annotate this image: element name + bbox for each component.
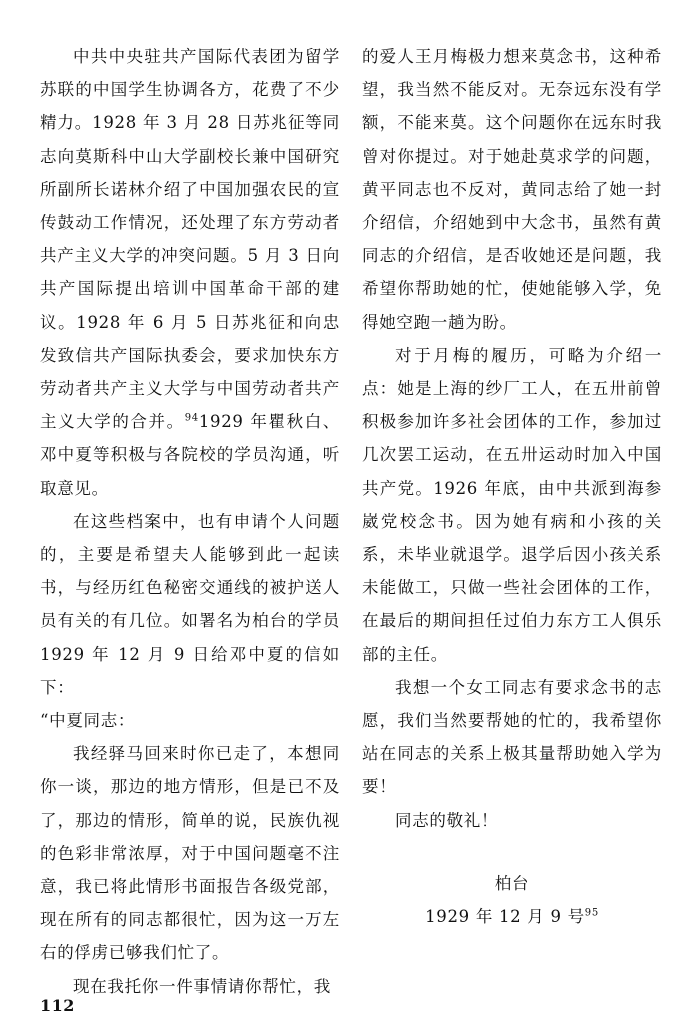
letter-date-line [362, 900, 662, 933]
footnote-marker: 95 [584, 907, 599, 919]
right-column [362, 40, 662, 933]
paragraph-text: 1929 年瞿秋白、邓中夏等积极与各院校的学员沟通，听取意见。 [40, 412, 340, 498]
letter-paragraph: 我想一个女工同志有要求念书的志愿，我们当然要帮她的忙的，我希望你站在同志的关系上极其量帮助她入学为要！ [362, 677, 662, 797]
letter-signature: 柏台 [494, 873, 530, 893]
letter-date: 1929 年 12 月 9 号 [425, 907, 585, 927]
page-number: 112 [40, 996, 75, 1015]
letter-paragraph: 的爱人王月梅极力想来莫念书，这种希望，我当然不能反对。无奈远东没有学额，不能来莫。这个问题你在远东时我曾对你提过。对于她赴莫求学的问题，黄平同志也不反对，黄同志给了她一封介绍信，介绍她到中大念书，虽然有黄同志的介绍信，是否收她还是问题，我希望你帮助她的忙，使她能够入学，免得她空跑一趟为盼。 [362, 47, 662, 332]
paragraph-text: 中共中央驻共产国际代表团为留学苏联的中国学生协调各方，花费了不少精力。1928 年 3 月 28 日苏兆征等同志向莫斯科中山大学副校长兼中国研究所副所长诺林介绍了中国加强农民的宣传鼓动工作情况，还处理了东方劳动者共产主义大学的冲突问题。5 月 3 日向共产国际提出培训中国革命干部的建议。1928 年 6 月 5 日苏兆征和向忠发致信共产国际执委会，要求加快东方劳动者共产主义大学与中国劳动者共产主义大学的合并。 [40, 47, 340, 432]
left-column [40, 40, 340, 1003]
letter-closing: 同志的敬礼！ [395, 810, 499, 830]
paragraph [40, 40, 340, 505]
letter-paragraph: 我经驿马回来时你已走了，本想同你一谈，那边的地方情形，但是已不及了，那边的情形，简单的说，民族仇视的色彩非常浓厚，对于中国问题毫不注意，我已将此情形书面报告各级党部，现在所有的同志都很忙，因为这一万左右的俘虏已够我们忙了。 [40, 744, 340, 963]
letter-paragraph: 现在我托你一件事情请你帮忙，我 [73, 976, 331, 996]
footnote-marker: 94 [184, 412, 199, 424]
letter-salutation: “中夏同志： [40, 711, 136, 731]
paragraph: 在这些档案中，也有申请个人问题的，主要是希望夫人能够到此一起读书，与经历红色秘密交通线的被护送人员有关的有几位。如署名为柏台的学员 1929 年 12 月 9 日给邓中夏的信如下： [40, 511, 340, 697]
letter-paragraph: 对于月梅的履历，可略为介绍一点：她是上海的纱厂工人，在五卅前曾积极参加许多社会团体的工作，参加过几次罢工运动，在五卅运动时加入中国共产党。1926 年底，由中共派到海参崴党校念书。因为她有病和小孩的关系，未毕业就退学。退学后因小孩关系未能做工，只做一些社会团体的工作，在最后的期间担任过伯力东方工人俱乐部的主任。 [362, 345, 662, 664]
